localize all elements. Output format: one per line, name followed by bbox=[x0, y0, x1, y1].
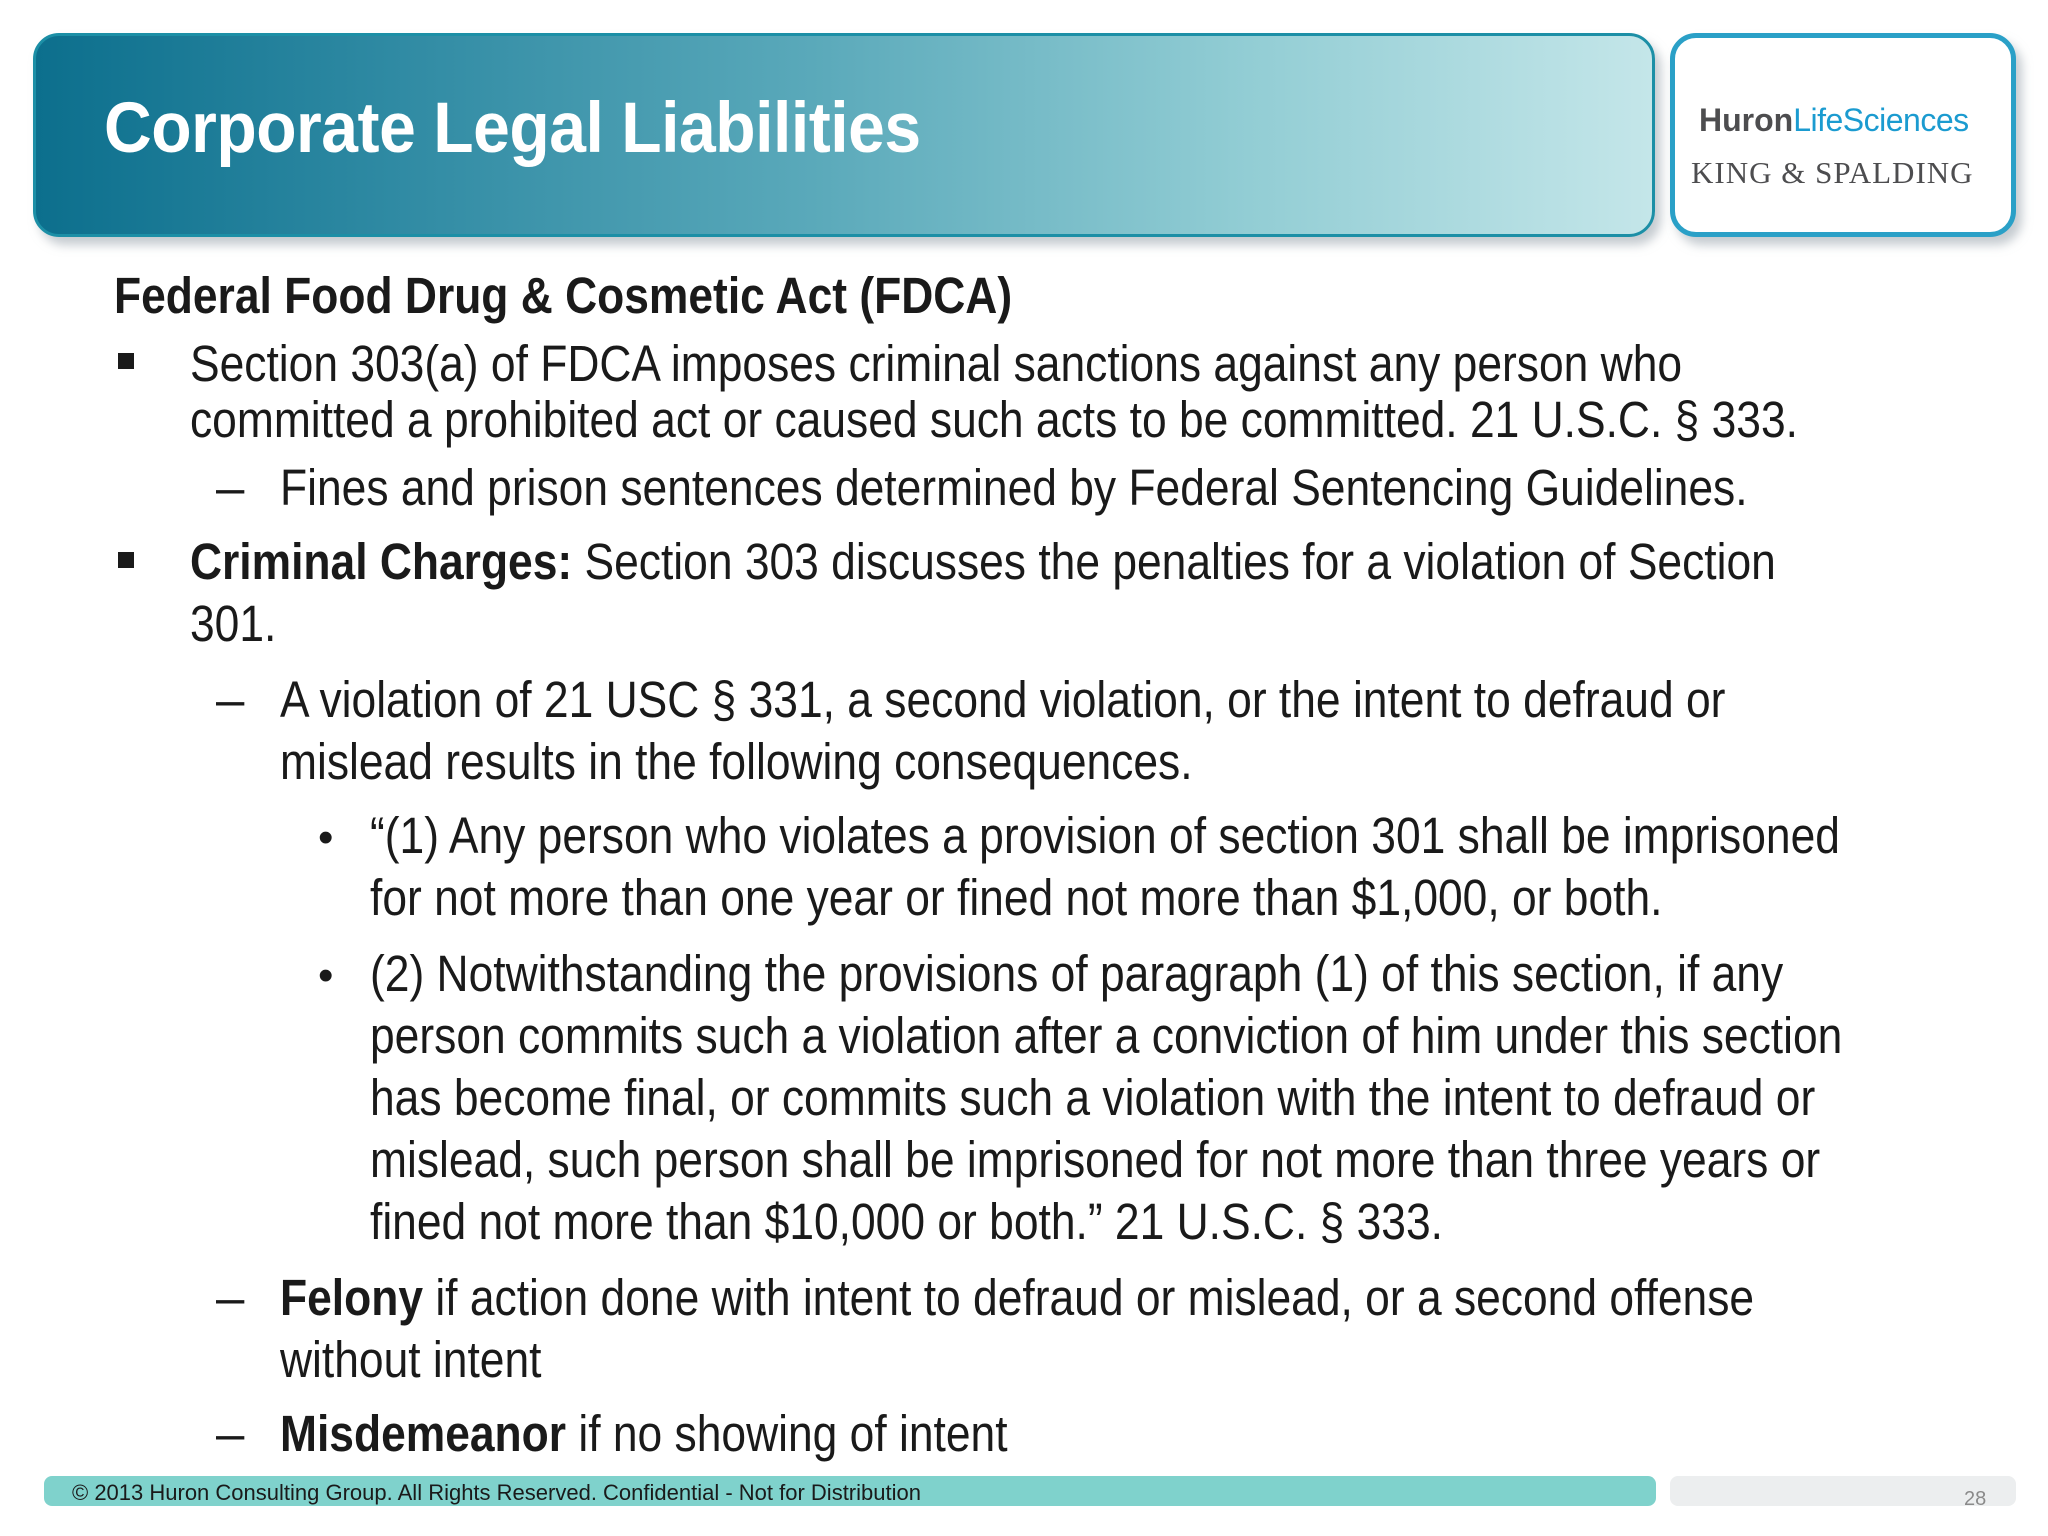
huron-logo-bold: Huron bbox=[1699, 102, 1794, 138]
misdemeanor-line bbox=[280, 1405, 1008, 1462]
quote-1-line-2: for not more than one year or fined not more than $1,000, or both. bbox=[370, 869, 1663, 926]
page-number: 28 bbox=[1964, 1488, 1987, 1510]
bullet-2-line-2: 301. bbox=[190, 595, 277, 652]
felony-label: Felony bbox=[280, 1269, 423, 1326]
quote-2-line-2: person commits such a violation after a conviction of him under this section bbox=[370, 1007, 1843, 1064]
dash-bullet-icon: – bbox=[216, 671, 245, 728]
logo-panel bbox=[1670, 33, 2016, 237]
huron-logo bbox=[1699, 102, 1969, 139]
quote-2-line-4: mislead, such person shall be imprisoned for not more than three years or bbox=[370, 1131, 1821, 1188]
copyright-text: © 2013 Huron Consulting Group. All Rights Reserved. Confidential - Not for Distribution bbox=[72, 1480, 921, 1505]
dot-bullet-icon: • bbox=[318, 813, 334, 862]
sub-bullet-2-line-1: A violation of 21 USC § 331, a second violation, or the intent to defraud or bbox=[280, 671, 1726, 728]
sub-bullet-2-line-2: mislead results in the following consequences. bbox=[280, 733, 1193, 790]
huron-logo-light: LifeSciences bbox=[1793, 102, 1969, 138]
bullet-1-line-1: Section 303(a) of FDCA imposes criminal sanctions against any person who bbox=[190, 335, 1683, 392]
king-spalding-logo: KING & SPALDING bbox=[1691, 155, 1974, 190]
felony-line-2: without intent bbox=[280, 1331, 542, 1388]
sub-bullet-1: Fines and prison sentences determined by Federal Sentencing Guidelines. bbox=[280, 459, 1748, 516]
misdemeanor-text: if no showing of intent bbox=[566, 1405, 1008, 1462]
quote-2-line-3: has become final, or commits such a violation with the intent to defraud or bbox=[370, 1069, 1816, 1126]
dash-bullet-icon: – bbox=[216, 1405, 245, 1462]
bullet-2-line-1 bbox=[190, 533, 1776, 590]
criminal-charges-label: Criminal Charges: bbox=[190, 533, 573, 590]
dash-bullet-icon: – bbox=[216, 1269, 245, 1326]
quote-1-line-1: “(1) Any person who violates a provision of section 301 shall be imprisoned bbox=[370, 807, 1840, 864]
bullet-2-line-1-text: Section 303 discusses the penalties for a violation of Section bbox=[572, 533, 1776, 590]
square-bullet-icon bbox=[118, 353, 134, 369]
square-bullet-icon bbox=[118, 552, 134, 568]
dash-bullet-icon: – bbox=[216, 459, 245, 516]
quote-2-line-5: fined not more than $10,000 or both.” 21 U.S.C. § 333. bbox=[370, 1193, 1443, 1250]
bullet-1-line-2: committed a prohibited act or caused such acts to be committed. 21 U.S.C. § 333. bbox=[190, 391, 1798, 448]
slide-title: Corporate Legal Liabilities bbox=[104, 89, 921, 168]
section-heading: Federal Food Drug & Cosmetic Act (FDCA) bbox=[114, 267, 1013, 324]
dot-bullet-icon: • bbox=[318, 951, 334, 1000]
felony-text: if action done with intent to defraud or mislead, or a second offense bbox=[422, 1269, 1755, 1326]
quote-2-line-1: (2) Notwithstanding the provisions of paragraph (1) of this section, if any bbox=[370, 945, 1784, 1002]
misdemeanor-label: Misdemeanor bbox=[280, 1405, 567, 1462]
felony-line-1 bbox=[280, 1269, 1755, 1326]
